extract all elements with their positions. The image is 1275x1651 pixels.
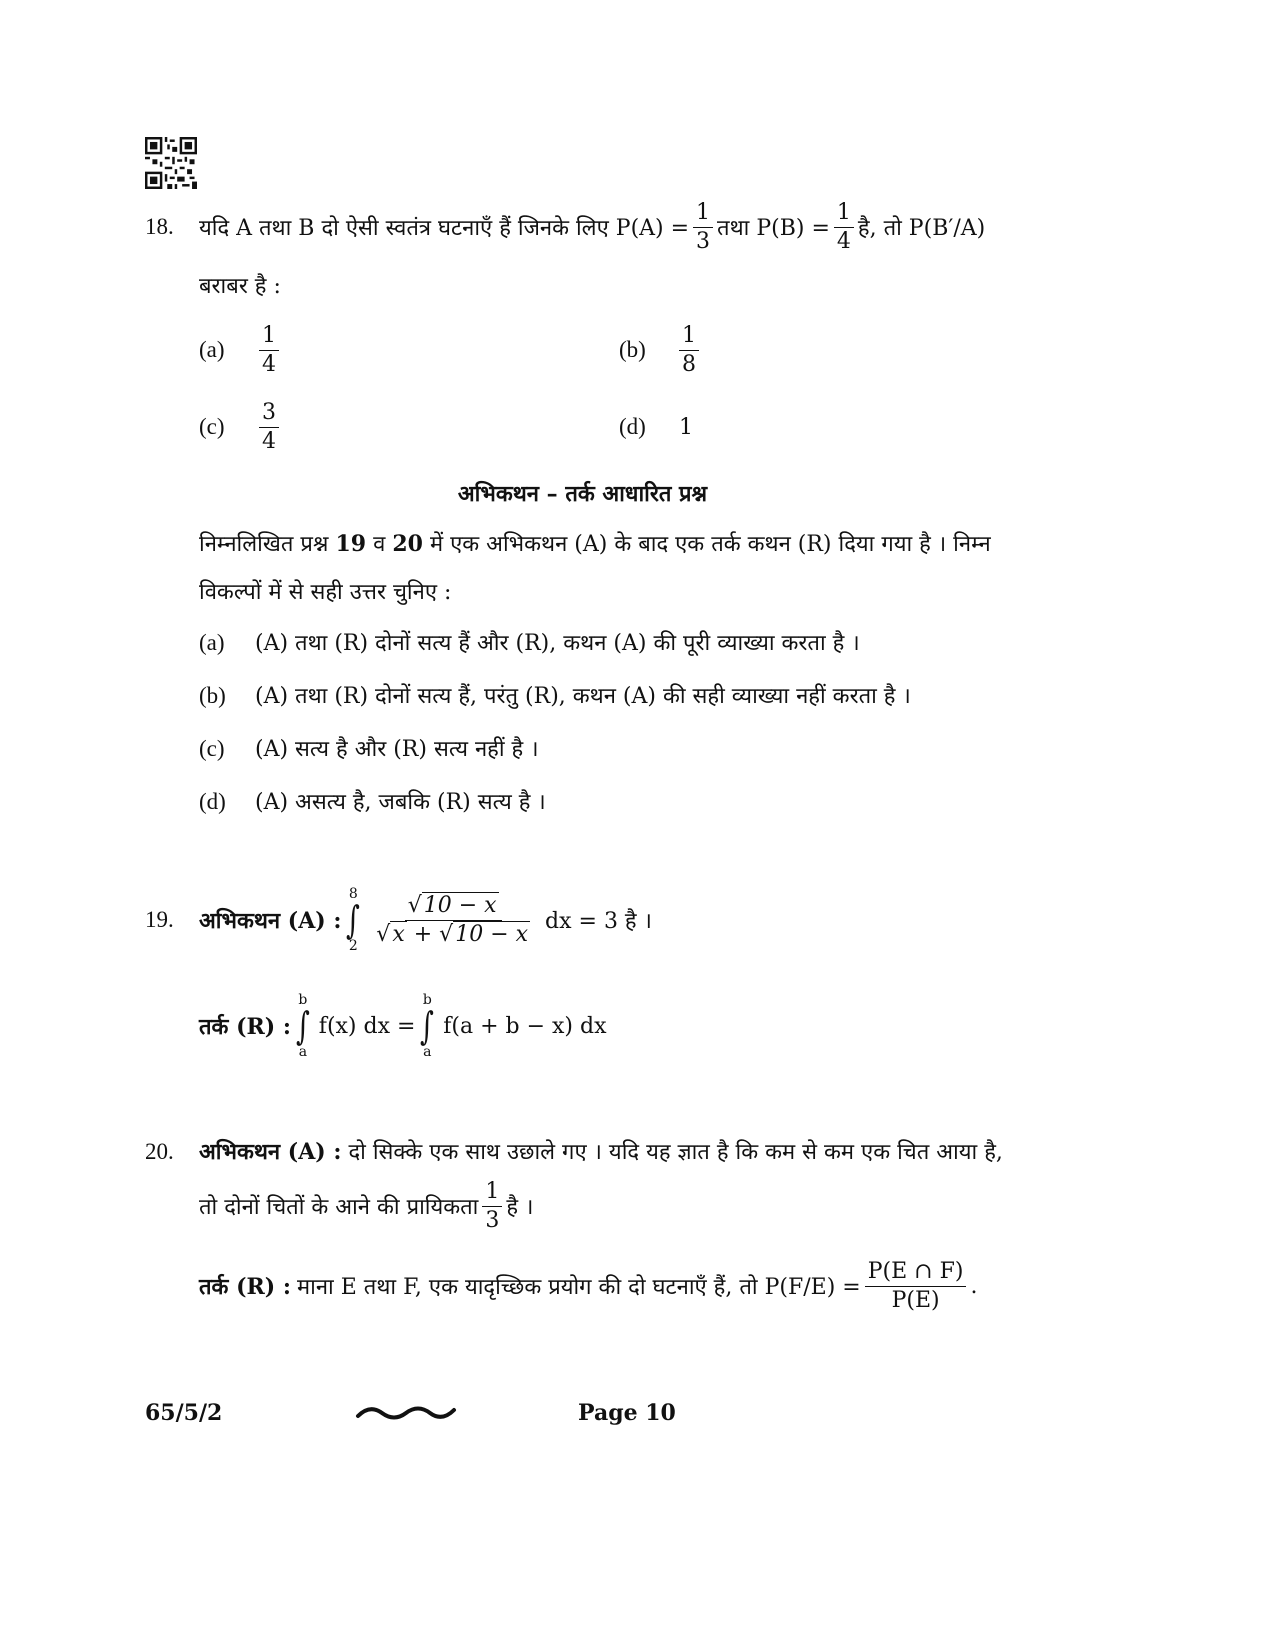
intro-text: में एक अभिकथन (A) के बाद एक तर्क कथन (R) दिया गया है । निम्न <box>429 532 991 557</box>
intro-question-number: 20 <box>392 531 423 557</box>
assertion-text: है । <box>506 1195 534 1220</box>
q20-line2 <box>199 1178 533 1234</box>
section-intro-line1 <box>199 528 991 558</box>
q18-option-c[interactable] <box>199 399 283 455</box>
integral-symbol: ∫ <box>420 1004 435 1048</box>
fraction-numerator: 1 <box>482 1180 502 1206</box>
reason-end: . <box>970 1273 978 1299</box>
option-fraction <box>679 324 699 375</box>
fraction-denominator: 4 <box>836 228 851 254</box>
reason-rhs: f(a + b − x) dx <box>443 1013 607 1039</box>
fraction-denominator: 4 <box>262 351 276 377</box>
option-text: (A) तथा (R) दोनों सत्य हैं और (R), कथन (A) की पूरी व्याख्या करता है । <box>255 631 860 656</box>
question-number: 19. <box>145 907 174 932</box>
section-heading: अभिकथन – तर्क आधारित प्रश्न <box>457 481 708 507</box>
integral-upper-limit: b <box>422 992 432 1008</box>
fraction-numerator: 1 <box>834 201 854 227</box>
fraction-denominator <box>373 921 533 946</box>
reason-label: तर्क (R) : <box>199 1014 291 1040</box>
ar-option-d <box>199 786 546 816</box>
q20-line1 <box>145 1136 1003 1166</box>
q18-fraction-pb <box>834 201 854 252</box>
sqrt-expression: √10 − x <box>439 921 529 947</box>
option-label: (d) <box>199 789 226 814</box>
conditional-probability-fraction <box>865 1260 967 1311</box>
option-text: (A) असत्य है, जबकि (R) सत्य है । <box>255 790 546 815</box>
wavy-line-ornament <box>355 1400 461 1426</box>
fraction-numerator: 1 <box>259 324 279 350</box>
option-label: (c) <box>199 414 225 439</box>
q18-fraction-pa <box>693 201 713 252</box>
reason-text: माना E तथा F, एक यादृच्छिक प्रयोग की दो घटनाएँ हैं, तो P(F/E) = <box>296 1275 861 1300</box>
fraction-denominator: 8 <box>682 351 696 377</box>
option-label: (b) <box>619 337 646 362</box>
fraction-numerator <box>405 894 502 920</box>
q18-line2: बराबर है : <box>199 274 281 299</box>
q18-text-part2: तथा P(B) = <box>717 216 830 241</box>
fraction-denominator: P(E) <box>891 1287 940 1313</box>
q18-text-part1: यदि A तथा B दो ऐसी स्वतंत्र घटनाएँ हैं जिनके लिए P(A) = <box>199 216 690 241</box>
page-number: Page 10 <box>578 1400 676 1426</box>
question-number: 18. <box>145 214 174 239</box>
assertion-text: तो दोनों चितों के आने की प्रायिकता <box>199 1195 479 1220</box>
plus-sign: + <box>413 921 433 947</box>
probability-fraction <box>482 1180 502 1231</box>
intro-text: निम्नलिखित प्रश्न <box>199 532 329 557</box>
fraction-numerator: 3 <box>259 401 279 427</box>
integral-symbol: ∫ <box>295 1004 310 1048</box>
option-label: (b) <box>199 683 226 708</box>
intro-text: व <box>373 532 386 557</box>
q19-reason <box>199 986 607 1066</box>
option-label: (a) <box>199 630 225 655</box>
radicand: x <box>392 921 405 947</box>
integral-lower-limit: a <box>298 1044 308 1060</box>
q18-option-d[interactable] <box>619 399 693 455</box>
option-text: (A) तथा (R) दोनों सत्य हैं, परंतु (R), कथन (A) की सही व्याख्या नहीं करता है । <box>255 684 911 709</box>
option-text: (A) सत्य है और (R) सत्य नहीं है । <box>255 737 539 762</box>
ar-option-c <box>199 733 539 763</box>
sqrt-expression: √10 − x <box>407 893 497 919</box>
integral-lower-limit: 2 <box>348 938 358 954</box>
sqrt-expression: √x <box>376 921 405 947</box>
integral-sign <box>293 993 313 1059</box>
assertion-text: दो सिक्के एक साथ उछाले गए । यदि यह ज्ञात है कि कम से कम एक चित आया है, <box>348 1140 1003 1165</box>
radicand: 10 − x <box>455 921 529 947</box>
paper-code: 65/5/2 <box>145 1400 223 1426</box>
qr-code-image <box>145 137 197 189</box>
question-number: 20. <box>145 1139 174 1164</box>
integral-upper-limit: b <box>298 992 308 1008</box>
q18-option-b[interactable] <box>619 322 703 378</box>
assertion-tail: dx = 3 है । <box>545 909 652 934</box>
radicand: 10 − x <box>423 893 497 919</box>
option-label: (d) <box>619 414 646 439</box>
fraction-denominator: 3 <box>485 1207 500 1233</box>
fraction-denominator: 3 <box>696 228 711 254</box>
ar-option-b <box>199 680 911 710</box>
fraction-numerator: P(E ∩ F) <box>865 1260 967 1286</box>
integral-sign <box>417 993 437 1059</box>
integral-sign <box>343 887 363 953</box>
fraction-numerator: 1 <box>679 324 699 350</box>
q20-reason <box>199 1256 977 1316</box>
option-fraction <box>259 324 279 375</box>
reason-label: तर्क (R) : <box>199 1274 291 1300</box>
reason-lhs: f(x) dx = <box>318 1013 416 1039</box>
q18-line1 <box>145 200 985 254</box>
section-intro-line2: विकल्पों में से सही उत्तर चुनिए : <box>199 580 452 605</box>
integral-symbol: ∫ <box>346 898 361 942</box>
q18-text-part3: है, तो P(B′/A) <box>857 216 986 241</box>
option-fraction <box>259 401 279 452</box>
integrand-fraction <box>373 894 533 945</box>
intro-question-number: 19 <box>335 531 367 557</box>
option-label: (a) <box>199 337 225 362</box>
ar-option-a <box>199 627 860 657</box>
fraction-numerator: 1 <box>693 201 713 227</box>
fraction-denominator: 4 <box>262 428 276 454</box>
integral-lower-limit: a <box>423 1044 432 1060</box>
option-label: (c) <box>199 736 225 761</box>
option-value: 1 <box>679 414 693 440</box>
assertion-label: अभिकथन (A) : <box>199 1139 342 1165</box>
q18-option-a[interactable] <box>199 322 283 378</box>
assertion-label: अभिकथन (A) : <box>199 908 342 934</box>
integral-upper-limit: 8 <box>348 886 358 902</box>
q19-assertion <box>145 880 652 960</box>
